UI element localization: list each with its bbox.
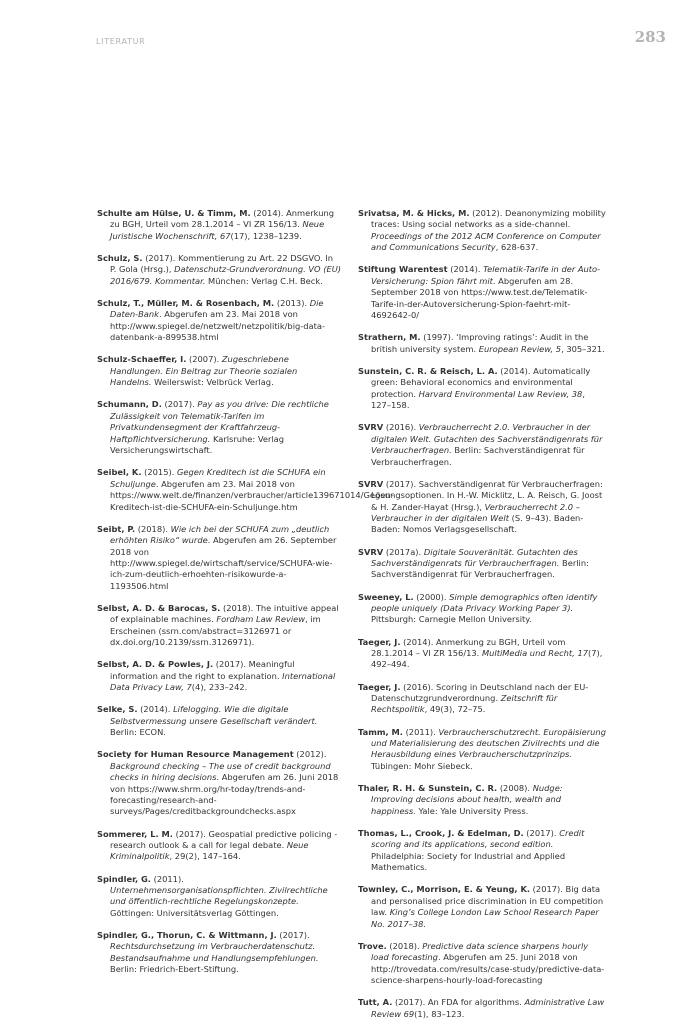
entry-text: Tübingen: Mohr Siebeck. bbox=[371, 760, 473, 771]
entry-text: (2014). Anmerkung zu BGH, Urteil vom 28.1.2014 – VI ZR 156/13. bbox=[371, 636, 566, 658]
entry-text: (2008). bbox=[497, 783, 533, 794]
bibliography-entry bbox=[97, 704, 341, 738]
entry-text: , 127–158. bbox=[371, 388, 585, 411]
bibliography-entry bbox=[97, 354, 341, 388]
entry-text: , im Erscheinen (ssrn.com/abstract=3126971 or dx.doi.org/10.2139/ssrn.3126971). bbox=[110, 614, 321, 648]
entry-author: Taeger, J. bbox=[358, 681, 401, 692]
entry-text: (2017). Meaningful information and the right to explanation. bbox=[110, 659, 295, 681]
bibliography-entry bbox=[358, 637, 606, 671]
entry-text: . Abgerufen am 23. Mai 2018 von https://www.welt.de/finanzen/verbraucher/article139671014/Gegen-Kreditech-ist-die-SCHUFA-ein-Schuljunge.htm bbox=[110, 478, 394, 512]
entry-author: Tamm, M. bbox=[358, 726, 403, 737]
entry-title-italic: European Review, 5 bbox=[478, 343, 562, 354]
entry-title-italic: Lifelogging. Wie die digitale Selbstvermessung unsere Gesellschaft verändert. bbox=[110, 704, 318, 726]
entry-author: Schulte am Hülse, U. & Timm, M. bbox=[97, 208, 251, 218]
entry-author: Sweeney, L. bbox=[358, 591, 414, 602]
entry-title-italic: Proceedings of the 2012 ACM Conference on Computer and Communications Security bbox=[371, 230, 601, 253]
bibliography-entry bbox=[358, 332, 606, 355]
bibliography-entry bbox=[97, 399, 341, 456]
entry-title-italic: Rechtsdurchsetzung im Verbraucherdatenschutz. Bestandsaufnahme und Handlungsempfehlungen. bbox=[110, 941, 319, 963]
entry-text: (2017). Geospatial predictive policing - research outlook & a call for legal debate. bbox=[110, 828, 338, 851]
entry-title-italic: Die Daten-Bank bbox=[110, 298, 324, 320]
bibliography-entry bbox=[358, 208, 606, 254]
entry-text: (2013). bbox=[274, 298, 310, 309]
entry-author: Seibel, K. bbox=[97, 467, 142, 478]
entry-title-italic: MultiMedia und Recht, 17 bbox=[481, 647, 589, 658]
entry-author: Sunstein, C. R. & Reisch, L. A. bbox=[358, 365, 498, 376]
entry-text: . Abgerufen am 26. September 2018 von http://www.spiegel.de/wirtschaft/service/SCHUFA-wie-ich-zum-deutlich-erhoehten-risikowurde-a-1193506.html bbox=[110, 535, 337, 591]
entry-title-italic: Verbraucherrecht 2.0 – Verbraucher in der digitalen Welt bbox=[371, 501, 580, 523]
entry-author: Trove. bbox=[358, 940, 387, 951]
entry-author: Strathern, M. bbox=[358, 332, 421, 343]
running-head: LITERATUR bbox=[96, 37, 146, 46]
entry-author: Thomas, L., Crook, J. & Edelman, D. bbox=[358, 828, 524, 839]
bibliography-entry bbox=[358, 682, 606, 716]
bibliography-entry bbox=[358, 479, 606, 536]
entry-text: München: Verlag C.H. Beck. bbox=[205, 275, 323, 286]
entry-title-italic: Predictive data science sharpens hourly load forecasting bbox=[371, 940, 589, 963]
entry-text: (2015). bbox=[141, 467, 177, 478]
entry-text: (2017). bbox=[276, 930, 310, 941]
entry-text: (2017a). bbox=[383, 546, 424, 557]
entry-title-italic: Zugeschriebene Handlungen. Ein Beitrag zur Theorie sozialen Handelns. bbox=[110, 354, 298, 388]
entry-author: Townley, C., Morrison, E. & Yeung, K. bbox=[358, 884, 531, 895]
entry-text: (1), 83–123. bbox=[414, 1008, 465, 1019]
entry-text: . Abgerufen am 23. Mai 2018 von http://www.spiegel.de/netzwelt/netzpolitik/big-data-datenbank-a-899538.html bbox=[110, 309, 325, 343]
entry-text: Berlin: Friedrich-Ebert-Stiftung. bbox=[110, 964, 239, 975]
entry-text: (S. 9–43). Baden-Baden: Nomos Verlagsgesellschaft. bbox=[371, 512, 584, 535]
entry-text: (2014). Automatically green: Behavioral economics and environmental protection. bbox=[371, 365, 591, 399]
entry-author: Selbst, A. D. & Barocas, S. bbox=[97, 602, 221, 613]
bibliography-entry bbox=[358, 941, 606, 987]
entry-title-italic: Verbraucherschutzrecht. Europäisierung und Materialisierung des deutschen Zivilrechts und die Herausbildung eines Verbraucherschutzprinzips. bbox=[371, 726, 606, 760]
bibliography-entry bbox=[97, 603, 341, 649]
entry-author: Society for Human Resource Management bbox=[97, 749, 294, 760]
entry-text: (2014). Anmerkung zu BGH, Urteil vom 28.1.2014 – VI ZR 156/13. bbox=[110, 208, 334, 230]
entry-title-italic: Telematik-Tarife in der Auto-Versicherung: Spion fährt mit bbox=[371, 264, 601, 286]
entry-author: Spindler, G. bbox=[97, 873, 151, 884]
entry-text: (2014). bbox=[137, 704, 174, 715]
bibliography-entry bbox=[358, 592, 606, 626]
entry-text: (2018). bbox=[386, 940, 423, 951]
entry-title-italic: Neue Kriminalpolitik bbox=[110, 840, 309, 862]
bibliography-entry bbox=[358, 547, 606, 581]
entry-text: (2012). bbox=[293, 749, 327, 760]
entry-author: Stiftung Warentest bbox=[358, 264, 448, 275]
entry-text: Göttingen: Universitätsverlag Göttingen. bbox=[110, 907, 279, 918]
entry-title-italic: Pay as you drive: Die rechtliche Zulässigkeit von Telematik-Tarifen im Privatkundensegment der Kraftfahrzeug-Haftpflichtversicherung. bbox=[110, 399, 329, 444]
bibliography-entry bbox=[97, 208, 341, 242]
entry-text: (2000). bbox=[413, 591, 450, 602]
entry-text: (2007). bbox=[186, 354, 222, 365]
entry-title-italic: Neue Juristische Wochenschrift, 67 bbox=[110, 219, 325, 241]
entry-text: Berlin: Sachverständigenrat für Verbraucherfragen. bbox=[371, 557, 589, 580]
entry-text: (2018). bbox=[135, 523, 171, 534]
entry-author: Schulz, T., Müller, M. & Rosenbach, M. bbox=[97, 298, 275, 309]
entry-text: (2017). bbox=[523, 828, 560, 839]
bibliography-entry bbox=[97, 749, 341, 817]
entry-title-italic: Credit scoring and its applications, second edition. bbox=[371, 828, 585, 850]
entry-title-italic: Unternehmensorganisationspflichten. Zivilrechtliche und öffentlich-rechtliche Regelungskonzepte. bbox=[110, 885, 328, 907]
entry-text: (2017). Sachverständigenrat für Verbraucherfragen: Lösungsoptionen. In H.-W. Micklitz, L. A. Reisch, G. Joost & H. Zander-Hayat (Hrsg.), bbox=[371, 478, 603, 512]
entry-title-italic: Digitale Souveränität. Gutachten des Sachverständigenrats für Verbraucherfragen. bbox=[371, 546, 578, 568]
entry-text: , 305–321. bbox=[561, 343, 605, 354]
entry-author: Seibt, P. bbox=[97, 523, 136, 534]
bibliography-entry bbox=[358, 783, 606, 817]
entry-text: . Abgerufen am 25. Juni 2018 von http://trovedata.com/results/case-study/predictive-data-science-sharpens-hourly-load-forecasting bbox=[371, 952, 605, 986]
entry-author: SVRV bbox=[358, 478, 384, 489]
entry-author: SVRV bbox=[358, 422, 384, 433]
bibliography-entry bbox=[358, 828, 606, 874]
entry-title-italic: Verbraucherrecht 2.0. Verbraucher in der digitalen Welt. Gutachten des Sachverständigenrats für Verbraucherfragen. bbox=[371, 422, 603, 456]
entry-author: Spindler, G., Thorun, C. & Wittmann, J. bbox=[97, 930, 277, 941]
entry-text: Berlin: ECON. bbox=[110, 727, 166, 738]
entry-title-italic: Zeitschrift für Rechtspolitik bbox=[371, 692, 558, 715]
entry-title-italic: International Data Privacy Law, 7 bbox=[110, 670, 336, 693]
entry-text: (2011). bbox=[150, 873, 184, 884]
entry-title-italic: Harvard Environmental Law Review, 38 bbox=[418, 388, 583, 399]
entry-text: (7), 492–494. bbox=[371, 647, 603, 670]
entry-text: (2011). bbox=[402, 726, 439, 737]
entry-text: (2017). Big data and personalised price discrimination in EU competition law. bbox=[371, 884, 604, 918]
entry-author: SVRV bbox=[358, 546, 384, 557]
bibliography-entry bbox=[97, 874, 341, 920]
entry-title-italic: Fordham Law Review bbox=[216, 614, 306, 625]
entry-text: (2016). bbox=[383, 422, 419, 433]
entry-title-italic: Background checking – The use of credit background checks in hiring decisions bbox=[110, 760, 331, 783]
entry-text: (1997). ‘Improving ratings’: Audit in the british university system. bbox=[371, 332, 589, 354]
entry-text: (2017). bbox=[161, 399, 198, 410]
entry-text: (17), 1238–1239. bbox=[230, 230, 302, 241]
entry-text: (2012). Deanonymizing mobility traces: Using social networks as a side-channel. bbox=[371, 208, 606, 230]
entry-text: . Abgerufen am 28. September 2018 von https://www.test.de/Telematik-Tarife-in-der-Autoversicherung-Spion-faehrt-mit-4692642-0/ bbox=[371, 275, 588, 321]
entry-author: Tutt, A. bbox=[358, 997, 393, 1008]
entry-title-italic: Datenschutz-Grundverordnung. VO (EU) 2016/679. Kommentar. bbox=[110, 264, 342, 286]
entry-title-italic: Gegen Kreditech ist die SCHUFA ein Schuljunge bbox=[110, 467, 326, 489]
entry-text: , 628-637. bbox=[495, 242, 539, 253]
bibliography-entry bbox=[97, 829, 341, 863]
entry-title-italic: Simple demographics often identify people uniquely (Data Privacy Working Paper 3). bbox=[371, 591, 598, 613]
bibliography-entry bbox=[358, 997, 606, 1020]
entry-text: Pittsburgh: Carnegie Mellon University. bbox=[371, 614, 532, 625]
entry-text: Yale: Yale University Press. bbox=[415, 805, 529, 816]
entry-text: , 49(3), 72–75. bbox=[424, 704, 486, 715]
entry-text: Philadelphia: Society for Industrial and Applied Mathematics. bbox=[371, 850, 566, 873]
entry-author: Schumann, D. bbox=[97, 399, 162, 410]
bibliography-entry bbox=[358, 727, 606, 773]
entry-author: Taeger, J. bbox=[358, 636, 401, 647]
entry-author: Sommerer, L. M. bbox=[97, 828, 173, 839]
entry-author: Schulz, S. bbox=[97, 253, 143, 264]
entry-text: (2018). The intuitive appeal of explainable machines. bbox=[110, 602, 339, 625]
bibliography-entry bbox=[97, 253, 341, 287]
entry-author: Schulz-Schaeffer, I. bbox=[97, 354, 187, 365]
entry-author: Thaler, R. H. & Sunstein, C. R. bbox=[358, 783, 498, 794]
entry-text: , 29(2), 147–164. bbox=[169, 851, 241, 862]
bibliography-column-right bbox=[358, 208, 606, 1031]
bibliography-entry bbox=[97, 659, 341, 693]
bibliography-entry bbox=[97, 524, 341, 592]
entry-text: Karlsruhe: Verlag Versicherungswirtschaft. bbox=[110, 433, 285, 456]
entry-author: Srivatsa, M. & Hicks, M. bbox=[358, 208, 470, 218]
bibliography-entry bbox=[358, 366, 606, 412]
entry-text: (4), 233–242. bbox=[191, 682, 248, 693]
entry-text: Berlin: Sachverständigenrat für Verbraucherfragen. bbox=[371, 445, 585, 467]
bibliography-entry bbox=[97, 298, 341, 344]
entry-author: Selke, S. bbox=[97, 704, 138, 715]
bibliography-entry bbox=[358, 264, 606, 321]
entry-text: Weilerswist: Velbrück Verlag. bbox=[151, 377, 274, 388]
entry-text: (2016). Scoring in Deutschland nach der EU-Datenschutzgrundverordnung. bbox=[371, 681, 589, 703]
entry-text: (2017). Kommentierung zu Art. 22 DSGVO. In P. Gola (Hrsg.), bbox=[110, 253, 334, 275]
entry-text: (2017). An FDA for algorithms. bbox=[392, 997, 525, 1008]
bibliography-entry bbox=[358, 884, 606, 930]
entry-title-italic: King’s College London Law School Research Paper No. 2017–38. bbox=[371, 907, 599, 929]
entry-title-italic: Nudge: Improving decisions about health, wealth and happiness. bbox=[371, 783, 563, 816]
entry-title-italic: Administrative Law Review 69 bbox=[371, 997, 605, 1019]
entry-text: . Abgerufen am 26. Juni 2018 von https://www.shrm.org/hr-today/trends-and-forecasting/research-and-surveys/Pages/creditbackgroundchecks.aspx bbox=[110, 772, 339, 817]
bibliography-entry bbox=[358, 422, 606, 468]
entry-title-italic: Wie ich bei der SCHUFA zum „deutlich erhöhten Risiko“ wurde bbox=[110, 523, 330, 546]
entry-text: (2014). bbox=[447, 264, 484, 275]
bibliography-entry bbox=[97, 930, 341, 976]
page-number: 283 bbox=[634, 28, 666, 46]
entry-author: Selbst, A. D. & Powles, J. bbox=[97, 659, 214, 670]
